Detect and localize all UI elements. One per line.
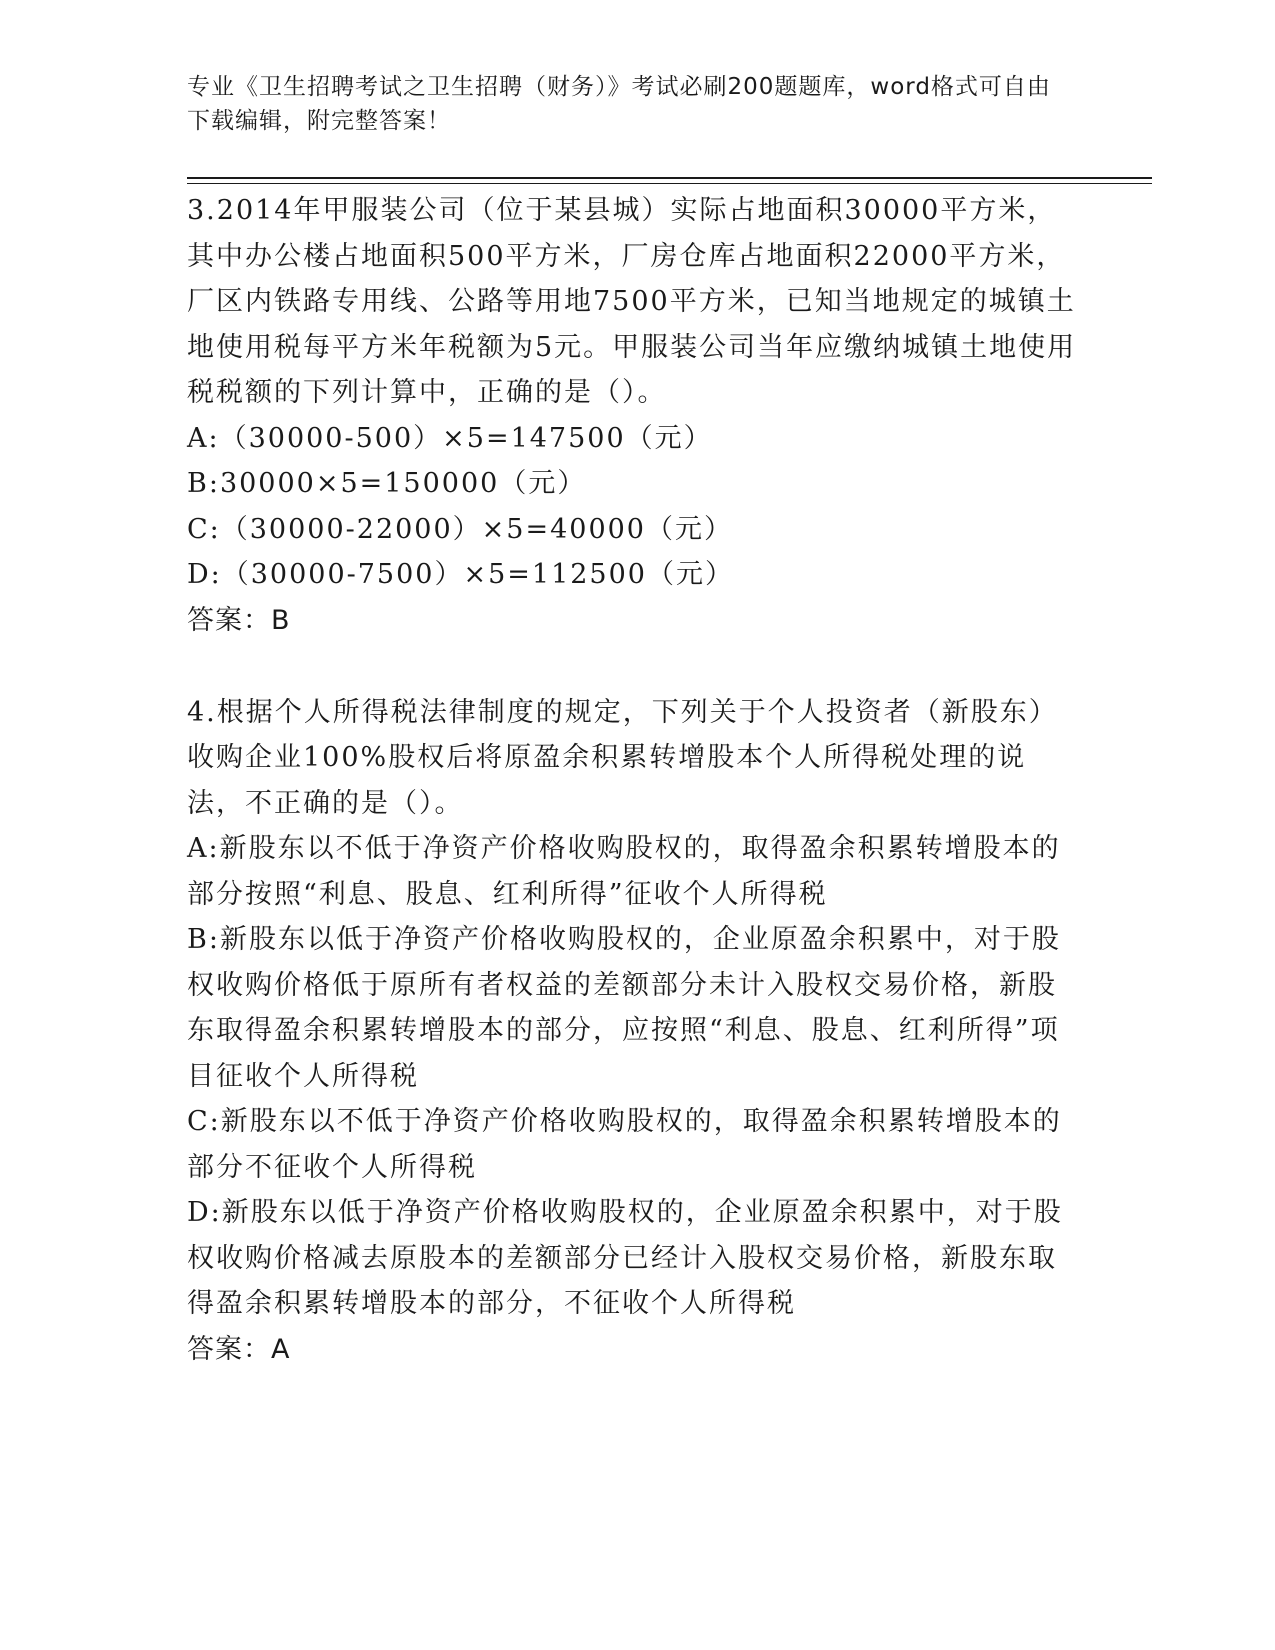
- option-b: B:新股东以低于净资产价格收购股权的，企业原盈余积累中，对于股权收购价格低于原所有者权益的差额部分未计入股权交易价格，新股东取得盈余积累转增股本的部分，应按照“利息、股息、红利所得”项目征收个人所得税: [187, 924, 1061, 1092]
- option-d: D:新股东以低于净资产价格收购股权的，企业原盈余积累中，对于股权收购价格减去原股本的差额部分已经计入股权交易价格，新股东取得盈余积累转增股本的部分，不征收个人所得税: [187, 1197, 1063, 1319]
- option-a: A:新股东以不低于净资产价格收购股权的，取得盈余积累转增股本的部分按照“利息、股息、红利所得”征收个人所得税: [187, 833, 1061, 910]
- question-stem: 3.2014年甲服装公司（位于某县城）实际占地面积30000平方米，其中办公楼占地面积500平方米，厂房仓库占地面积22000平方米，厂区内铁路专用线、公路等用地7500平方米，已知当地规定的城镇土地使用税每平方米年税额为5元。甲服装公司当年应缴纳城镇土地使用税税额的下列计算中，正确的是（）。: [187, 195, 1077, 408]
- document-header: 专业《卫生招聘考试之卫生招聘（财务）》考试必刷200题题库，word格式可自由下载编辑，附完整答案！: [187, 74, 1051, 134]
- question-block-4: [187, 690, 1077, 1373]
- header-divider-thick: [187, 177, 1152, 179]
- option-c: C:（30000-22000）×5=40000（元）: [187, 513, 733, 545]
- option-a: A:（30000-500）×5=147500（元）: [187, 422, 713, 454]
- option-d: D:（30000-7500）×5=112500（元）: [187, 559, 734, 590]
- option-c: C:新股东以不低于净资产价格收购股权的，取得盈余积累转增股本的部分不征收个人所得税: [187, 1106, 1062, 1183]
- question-spacer: [187, 644, 1077, 690]
- option-b: B:30000×5=150000（元）: [187, 468, 587, 499]
- answer-label: 答案：A: [187, 1333, 291, 1365]
- question-stem: 4.根据个人所得税法律制度的规定，下列关于个人投资者（新股东）收购企业100%股权后将原盈余积累转增股本个人所得税处理的说法，不正确的是（）。: [187, 696, 1058, 819]
- header-divider-thin: [187, 183, 1152, 184]
- questions-content: [187, 188, 1077, 1373]
- question-block-3: [187, 188, 1077, 644]
- answer-label: 答案：B: [187, 604, 291, 636]
